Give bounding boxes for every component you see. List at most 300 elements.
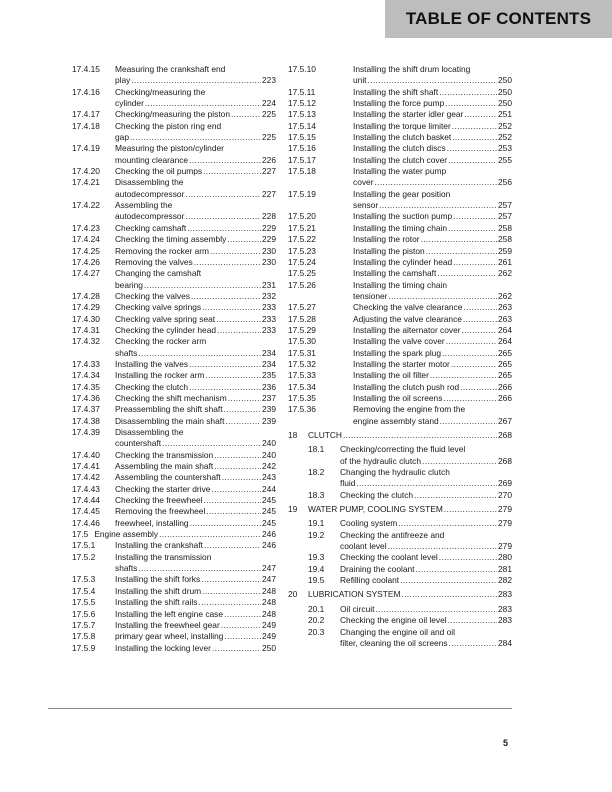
- toc-entry[interactable]: [72, 314, 276, 325]
- toc-entry-title: countershaft: [115, 438, 162, 449]
- dot-leader: [452, 121, 497, 132]
- toc-entry-number: 17.4.19: [72, 143, 100, 154]
- toc-entry-number: 18: [288, 430, 298, 440]
- toc-entry-number: 17.4.22: [72, 200, 100, 211]
- toc-entry-title: Installing the clutch discs: [353, 143, 446, 154]
- toc-entry-page: 247: [262, 563, 276, 574]
- toc-entry-number: 17.4.34: [72, 370, 100, 381]
- toc-entry-number: 17.4.39: [72, 427, 100, 437]
- dot-leader: [185, 189, 261, 200]
- toc-entry[interactable]: [288, 109, 512, 120]
- toc-entry-page: 267: [498, 415, 512, 426]
- toc-entry-page: 233: [262, 313, 276, 324]
- toc-entry-number: 17.5.22: [288, 234, 316, 245]
- toc-entry-page: 224: [262, 98, 276, 109]
- toc-entry[interactable]: [288, 430, 512, 441]
- toc-entry-number: 19.1: [308, 518, 325, 529]
- toc-entry-title: Checking/correcting the fluid level: [340, 444, 466, 455]
- toc-entry-page: 248: [262, 608, 276, 619]
- toc-entry-title: Installing the starter idler gear: [353, 109, 464, 120]
- toc-entry-page: 256: [498, 177, 512, 188]
- toc-entry[interactable]: [288, 132, 512, 143]
- toc-entry[interactable]: [72, 404, 276, 415]
- toc-entry[interactable]: [72, 484, 276, 495]
- dot-leader: [462, 325, 497, 336]
- toc-entry-page: 242: [262, 461, 276, 472]
- toc-entry-page: 263: [498, 302, 512, 313]
- toc-entry-number: 17.4.30: [72, 313, 100, 324]
- toc-entry[interactable]: [72, 257, 276, 268]
- toc-entry[interactable]: [288, 359, 512, 370]
- toc-entry-number: 17.4.24: [72, 234, 100, 245]
- toc-entry-number: 17.4.18: [72, 120, 100, 131]
- dot-leader: [162, 438, 261, 449]
- toc-entry[interactable]: [288, 98, 512, 109]
- toc-entry-number: 17.5.8: [72, 631, 96, 642]
- toc-entry[interactable]: [72, 620, 276, 631]
- toc-entry-title: CLUTCH: [308, 430, 342, 440]
- toc-entry-page: 279: [498, 518, 512, 529]
- toc-entry-number: 17.5.1: [72, 540, 96, 551]
- toc-entry[interactable]: [288, 404, 512, 427]
- dot-leader: [444, 504, 497, 515]
- toc-entry-title: Measuring the crankshaft end: [115, 64, 226, 74]
- toc-entry-title: Checking the clutch: [340, 489, 414, 500]
- toc-entry[interactable]: [288, 467, 512, 490]
- dot-leader: [449, 638, 497, 649]
- toc-entry[interactable]: [72, 166, 276, 177]
- dot-leader: [422, 456, 497, 467]
- toc-entry-title: Installing the spark plug: [353, 347, 441, 358]
- toc-entry-page: 236: [262, 381, 276, 392]
- toc-entry[interactable]: [72, 609, 276, 620]
- toc-entry-title: Installing the clutch push rod: [353, 381, 460, 392]
- toc-entry-number: 17.4.37: [72, 404, 100, 415]
- toc-entry[interactable]: [288, 257, 512, 268]
- toc-entry[interactable]: [72, 450, 276, 461]
- toc-entry[interactable]: [72, 574, 276, 585]
- toc-entry[interactable]: [288, 444, 512, 467]
- toc-entry-page: 283: [498, 589, 512, 600]
- toc-entry[interactable]: [288, 518, 512, 529]
- toc-entry-title: Removing the valves: [115, 256, 193, 267]
- toc-entry-page: 266: [498, 381, 512, 392]
- toc-entry[interactable]: [72, 552, 276, 575]
- toc-entry-page: 234: [262, 358, 276, 369]
- toc-entry[interactable]: [72, 382, 276, 393]
- toc-entry-number: 17.5.7: [72, 619, 96, 630]
- toc-entry[interactable]: [288, 211, 512, 222]
- dot-leader: [214, 450, 261, 461]
- toc-entry-title: play: [115, 75, 131, 86]
- toc-entry-title: Checking the antifreeze and: [340, 529, 445, 540]
- toc-entry[interactable]: [288, 575, 512, 586]
- toc-entry-page: 234: [262, 347, 276, 358]
- toc-entry[interactable]: [72, 200, 276, 223]
- toc-entry-page: 240: [262, 438, 276, 449]
- toc-entry-title: engine assembly stand: [353, 415, 439, 426]
- toc-entry-title: Checking the transmission: [115, 449, 214, 460]
- toc-entry[interactable]: [72, 427, 276, 450]
- toc-entry-title: Installing the shift forks: [115, 574, 201, 585]
- toc-entry[interactable]: [288, 155, 512, 166]
- toc-entry-page: 245: [262, 495, 276, 506]
- dot-leader: [187, 223, 261, 234]
- dot-leader: [222, 472, 261, 483]
- dot-leader: [463, 314, 497, 325]
- toc-entry-page: 239: [262, 404, 276, 415]
- toc-entry-title: Installing the force pump: [353, 98, 445, 109]
- toc-entry[interactable]: [72, 223, 276, 234]
- toc-entry-number: 17.4.27: [72, 268, 100, 279]
- toc-entry-number: 17.4.31: [72, 324, 100, 335]
- dot-leader: [460, 382, 497, 393]
- toc-entry-page: 230: [262, 245, 276, 256]
- toc-entry[interactable]: [288, 64, 512, 87]
- toc-entry[interactable]: [288, 370, 512, 381]
- toc-entry-number: 17.4.23: [72, 222, 100, 233]
- toc-entry-number: 17.4.42: [72, 472, 100, 483]
- toc-entry-title: Assembling the main shaft: [115, 461, 214, 472]
- toc-entry-title: Checking the valve clearance: [353, 302, 463, 313]
- toc-entry[interactable]: [72, 109, 276, 120]
- toc-entry-title: Installing the valves: [115, 358, 189, 369]
- toc-entry[interactable]: [72, 370, 276, 381]
- toc-entry[interactable]: [72, 393, 276, 404]
- toc-right-column: [288, 64, 512, 649]
- toc-entry[interactable]: [288, 280, 512, 303]
- toc-entry-title: Refilling coolant: [340, 575, 400, 586]
- toc-entry-title: cylinder: [115, 98, 144, 109]
- toc-entry[interactable]: [72, 529, 276, 540]
- toc-entry[interactable]: [288, 382, 512, 393]
- toc-entry[interactable]: [288, 604, 512, 615]
- dot-leader: [375, 604, 497, 615]
- toc-entry-title: Installing the crankshaft: [115, 540, 203, 551]
- toc-entry[interactable]: [72, 246, 276, 257]
- toc-entry-title: of the hydraulic clutch: [340, 455, 422, 466]
- toc-entry[interactable]: [288, 393, 512, 404]
- toc-entry-number: 17.5.5: [72, 597, 96, 608]
- dot-leader: [343, 430, 497, 441]
- dot-leader: [448, 223, 497, 234]
- toc-entry[interactable]: [72, 87, 276, 110]
- toc-entry-page: 230: [262, 256, 276, 267]
- toc-entry-page: 281: [498, 563, 512, 574]
- dot-leader: [368, 75, 498, 86]
- toc-entry-number: 17.5.27: [288, 302, 316, 313]
- dot-leader: [446, 336, 497, 347]
- toc-entry-title: bearing: [115, 279, 143, 290]
- dot-leader: [194, 257, 261, 268]
- toc-entry[interactable]: [288, 87, 512, 98]
- toc-entry-number: 17.4.35: [72, 381, 100, 392]
- toc-entry[interactable]: [72, 495, 276, 506]
- toc-entry-title: LUBRICATION SYSTEM: [308, 589, 401, 600]
- toc-entry[interactable]: [288, 189, 512, 212]
- toc-entry-page: 249: [262, 619, 276, 630]
- toc-entry-page: 261: [498, 256, 512, 267]
- toc-entry[interactable]: [72, 291, 276, 302]
- toc-entry-title: Installing the freewheel gear: [115, 619, 220, 630]
- toc-entry[interactable]: [288, 615, 512, 626]
- toc-entry[interactable]: [288, 552, 512, 563]
- toc-entry-title: Removing the freewheel: [115, 506, 206, 517]
- toc-entry-title: Installing the locking lever: [115, 642, 211, 653]
- toc-entry-title: Oil circuit: [340, 603, 375, 614]
- toc-entry-page: 237: [262, 392, 276, 403]
- toc-entry-number: 20.2: [308, 615, 325, 626]
- toc-entry-number: 17.5.36: [288, 404, 316, 415]
- toc-entry[interactable]: [288, 302, 512, 313]
- toc-entry-page: 266: [498, 392, 512, 403]
- dot-leader: [400, 575, 497, 586]
- toc-entry-page: 250: [498, 75, 512, 86]
- dot-leader: [447, 143, 497, 154]
- toc-entry-number: 17.5.29: [288, 324, 316, 335]
- toc-entry-title: Checking the cylinder head: [115, 324, 217, 335]
- toc-entry-title: freewheel, installing: [115, 517, 189, 528]
- dot-leader: [221, 620, 261, 631]
- toc-left-column: [72, 64, 276, 654]
- dot-leader: [138, 348, 261, 359]
- page-number: 5: [503, 738, 509, 748]
- toc-entry-page: 240: [262, 449, 276, 460]
- toc-entry-title: Checking the timing assembly: [115, 234, 227, 245]
- toc-entry-number: 17.5.4: [72, 585, 96, 596]
- dot-leader: [448, 615, 497, 626]
- toc-entry-title: Engine assembly: [94, 529, 159, 540]
- toc-entry-number: 17.5.18: [288, 166, 316, 177]
- toc-entry[interactable]: [288, 530, 512, 553]
- dot-leader: [437, 268, 497, 279]
- toc-entry-title: Installing the shift shaft: [353, 86, 439, 97]
- toc-entry-title: Checking the starter drive: [115, 483, 211, 494]
- toc-entry-page: 279: [498, 541, 512, 552]
- toc-entry[interactable]: [288, 166, 512, 189]
- toc-entry-title: Adjusting the valve clearance: [353, 313, 462, 324]
- footer-divider: [48, 708, 512, 709]
- toc-entry-title: Preassembling the shift shaft: [115, 404, 223, 415]
- toc-entry-number: 18.2: [308, 467, 325, 478]
- toc-entry-number: 17.5.26: [288, 279, 316, 290]
- toc-entry-page: 268: [498, 455, 512, 466]
- dot-leader: [224, 404, 261, 415]
- page-title: TABLE OF CONTENTS: [405, 9, 592, 28]
- dot-leader: [224, 631, 261, 642]
- dot-leader: [227, 234, 261, 245]
- dot-leader: [443, 393, 497, 404]
- toc-entry-title: Disassembling the: [115, 177, 184, 188]
- toc-entry-page: 265: [498, 347, 512, 358]
- toc-entry[interactable]: [72, 540, 276, 551]
- toc-entry-page: 268: [498, 430, 512, 440]
- toc-entry[interactable]: [72, 597, 276, 608]
- toc-entry-title: gap: [115, 132, 129, 143]
- toc-entry[interactable]: [72, 177, 276, 200]
- toc-entry-title: fluid: [340, 478, 356, 489]
- toc-entry-title: Installing the camshaft: [353, 268, 437, 279]
- toc-entry[interactable]: [72, 143, 276, 166]
- toc-entry-page: 225: [262, 109, 276, 120]
- dot-leader: [203, 166, 261, 177]
- toc-entry-page: 227: [262, 166, 276, 177]
- toc-entry[interactable]: [72, 64, 276, 87]
- toc-entry-page: 284: [498, 637, 512, 648]
- dot-leader: [138, 563, 261, 574]
- toc-entry-number: 17.5.24: [288, 256, 316, 267]
- toc-entry[interactable]: [72, 302, 276, 313]
- dot-leader: [439, 87, 497, 98]
- toc-entry-page: 253: [498, 143, 512, 154]
- toc-entry-number: 17.5.23: [288, 245, 316, 256]
- toc-entry-number: 17.5.13: [288, 109, 316, 120]
- toc-entry-title: Checking the valves: [115, 290, 190, 301]
- dot-leader: [464, 109, 497, 120]
- toc-entry-page: 250: [498, 86, 512, 97]
- dot-leader: [202, 586, 261, 597]
- toc-entry-title: Installing the rocker arm: [115, 370, 205, 381]
- toc-entry[interactable]: [72, 336, 276, 359]
- toc-entry-page: 282: [498, 575, 512, 586]
- dot-leader: [439, 552, 497, 563]
- toc-entry-title: primary gear wheel, installing: [115, 631, 224, 642]
- toc-entry[interactable]: [288, 504, 512, 515]
- toc-entry-title: Checking the clutch: [115, 381, 189, 392]
- toc-entry-page: 264: [498, 336, 512, 347]
- toc-entry-page: 280: [498, 552, 512, 563]
- toc-entry-page: 249: [262, 631, 276, 642]
- toc-entry-page: 232: [262, 290, 276, 301]
- toc-entry[interactable]: [72, 234, 276, 245]
- toc-entry-page: 262: [498, 268, 512, 279]
- toc-entry-title: Removing the rocker arm: [115, 245, 210, 256]
- toc-entry-page: 263: [498, 313, 512, 324]
- toc-entry[interactable]: [288, 564, 512, 575]
- toc-entry-number: 17.5.28: [288, 313, 316, 324]
- toc-entry-title: Installing the suction pump: [353, 211, 453, 222]
- dot-leader: [205, 370, 261, 381]
- toc-entry-number: 19.3: [308, 552, 325, 563]
- toc-entry[interactable]: [72, 586, 276, 597]
- toc-entry-page: 283: [498, 615, 512, 626]
- toc-entry[interactable]: [72, 461, 276, 472]
- toc-entry-title: Installing the timing chain: [353, 222, 448, 233]
- toc-entry-number: 17.5.10: [288, 64, 316, 74]
- toc-entry-number: 17.5.12: [288, 98, 316, 109]
- dot-leader: [202, 302, 261, 313]
- toc-entry[interactable]: [72, 631, 276, 642]
- toc-entry-page: 244: [262, 483, 276, 494]
- toc-entry-page: 246: [262, 529, 276, 540]
- toc-entry[interactable]: [288, 223, 512, 234]
- toc-entry-title: filter, cleaning the oil screens: [340, 637, 448, 648]
- dot-leader: [426, 246, 497, 257]
- toc-entry-page: 233: [262, 302, 276, 313]
- toc-entry-page: 258: [498, 222, 512, 233]
- dot-leader: [440, 416, 497, 427]
- toc-entry[interactable]: [72, 325, 276, 336]
- toc-entry-title: Installing the cylinder head: [353, 256, 453, 267]
- toc-entry-number: 20.1: [308, 603, 325, 614]
- toc-entry[interactable]: [288, 627, 512, 650]
- toc-entry-number: 17.5.33: [288, 370, 316, 381]
- dot-leader: [190, 518, 261, 529]
- toc-entry-page: 257: [498, 200, 512, 211]
- toc-entry-number: 20: [288, 589, 298, 600]
- toc-entry[interactable]: [72, 518, 276, 529]
- toc-entry[interactable]: [72, 416, 276, 427]
- toc-entry-title: Installing the water pump: [353, 166, 447, 177]
- toc-entry-title: sensor: [353, 200, 379, 211]
- toc-entry[interactable]: [288, 336, 512, 347]
- toc-entry-number: 17.4.28: [72, 290, 100, 301]
- dot-leader: [189, 155, 261, 166]
- toc-entry-number: 17.4.33: [72, 358, 100, 369]
- toc-entry-number: 17.4.17: [72, 109, 100, 120]
- toc-entry[interactable]: [288, 143, 512, 154]
- toc-entry-number: 17.4.45: [72, 506, 100, 517]
- toc-entry-number: 19: [288, 504, 298, 515]
- dot-leader: [224, 609, 261, 620]
- toc-entry-title: Cooling system: [340, 518, 398, 529]
- toc-entry-number: 17.4.29: [72, 302, 100, 313]
- toc-entry-title: Checking valve springs: [115, 302, 202, 313]
- dot-leader: [216, 314, 261, 325]
- toc-entry[interactable]: [72, 121, 276, 144]
- toc-entry-title: Checking the oil pumps: [115, 166, 203, 177]
- toc-entry[interactable]: [288, 121, 512, 132]
- toc-entry-title: Changing the camshaft: [115, 268, 202, 279]
- toc-entry-number: 17.5.19: [288, 188, 316, 199]
- toc-entry[interactable]: [72, 506, 276, 517]
- toc-entry-page: 255: [498, 154, 512, 165]
- dot-leader: [214, 461, 261, 472]
- dot-leader: [198, 597, 261, 608]
- toc-entry[interactable]: [72, 643, 276, 654]
- dot-leader: [430, 370, 497, 381]
- toc-entry-title: unit: [353, 75, 367, 86]
- toc-entry[interactable]: [72, 359, 276, 370]
- toc-entry-page: 233: [262, 324, 276, 335]
- toc-entry[interactable]: [288, 325, 512, 336]
- toc-entry-page: 245: [262, 506, 276, 517]
- toc-entry[interactable]: [288, 314, 512, 325]
- toc-entry[interactable]: [288, 490, 512, 501]
- toc-entry-number: 17.5.34: [288, 381, 316, 392]
- toc-entry-page: 226: [262, 154, 276, 165]
- toc-entry[interactable]: [72, 268, 276, 291]
- toc-entry[interactable]: [72, 472, 276, 483]
- dot-leader: [210, 246, 261, 257]
- toc-entry-number: 17.5.32: [288, 358, 316, 369]
- toc-entry-number: 17.4.32: [72, 336, 100, 347]
- toc-entry-number: 17.4.38: [72, 415, 100, 426]
- toc-entry-number: 18.1: [308, 444, 325, 455]
- toc-entry[interactable]: [288, 268, 512, 279]
- dot-leader: [204, 495, 261, 506]
- toc-entry[interactable]: [288, 348, 512, 359]
- toc-entry-title: Installing the alternator cover: [353, 324, 461, 335]
- toc-entry[interactable]: [288, 234, 512, 245]
- toc-entry-number: 17.4.15: [72, 64, 100, 74]
- toc-entry[interactable]: [288, 589, 512, 600]
- toc-entry-page: 250: [262, 642, 276, 653]
- dot-leader: [374, 177, 497, 188]
- toc-entry-number: 20.3: [308, 626, 325, 637]
- toc-entry-title: shafts: [115, 563, 138, 574]
- toc-entry[interactable]: [288, 246, 512, 257]
